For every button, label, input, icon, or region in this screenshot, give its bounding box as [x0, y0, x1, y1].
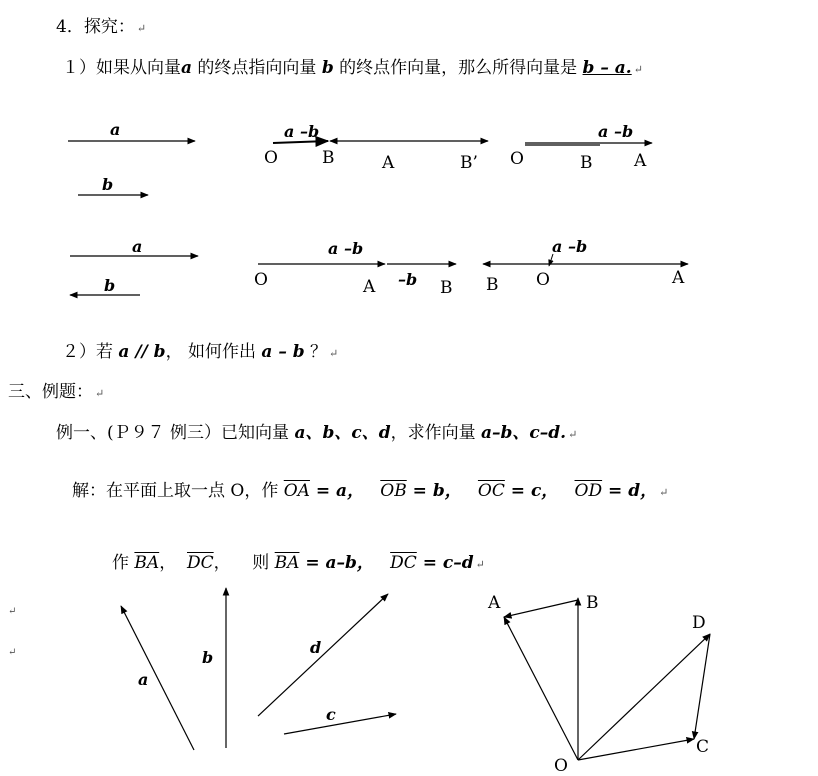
- diagram-given-vectors: [121, 588, 396, 750]
- item1-answer: b – a.: [582, 58, 632, 78]
- item1-b: b: [321, 58, 334, 78]
- label-O-r1g3: O: [510, 149, 524, 169]
- label-O-r1g2: O: [264, 148, 278, 168]
- diagram-row2-vectors: [70, 237, 198, 295]
- item2-expr: a – b: [261, 342, 305, 362]
- solution-prefix: 解：在平面上取一点 O，作: [72, 481, 279, 501]
- label-B-r1g2: B: [322, 148, 335, 168]
- label-b-given: b: [202, 648, 214, 667]
- vec-dc: $\overline{DC}$: [187, 553, 214, 573]
- section-3: 三、例题： ↵: [8, 382, 105, 402]
- vector-OC: [578, 739, 694, 760]
- label-a-minus-b-r1g2: a –b: [284, 122, 320, 141]
- vec-oc: $\overline{OC}$: [477, 481, 505, 501]
- label-C-construct: C: [696, 737, 710, 757]
- label-a-given: a: [138, 670, 149, 689]
- vec-ob: $\overline{OB}$: [380, 481, 407, 501]
- vector-a-minus-b-arrow: [273, 141, 328, 143]
- vector-a-given: [121, 606, 194, 750]
- item-2: ２）若 a // b， 如何作出 a – b ？ ↵: [62, 342, 339, 362]
- label-b-r2: b: [104, 276, 116, 295]
- label-a-r2: a: [132, 237, 143, 256]
- diagram-row1-group2: [264, 122, 488, 173]
- label-D-construct: D: [692, 613, 706, 633]
- item1-mid1: 的终点指向向量: [192, 58, 317, 78]
- label-d-given: d: [310, 638, 322, 657]
- label-B-r2g2: B: [440, 278, 453, 298]
- heading-4-text: 4．探究：: [56, 17, 135, 37]
- vec-ba2: $\overline{BA}$: [274, 553, 300, 573]
- label-B-r2g3: B: [486, 275, 499, 295]
- item2-mid: ， 如何作出: [165, 342, 256, 362]
- construct-line: 作 $\overline{BA}$， $\overline{DC}$， 则 $\overline{BA} = a-b$， $\overline{DC} = c-d$ ↵: [112, 553, 485, 573]
- item1-a: a: [181, 58, 193, 78]
- label-O-construct: O: [554, 756, 568, 776]
- construct-comma1: ，: [159, 553, 177, 573]
- vector-c-given: [284, 714, 396, 734]
- vector-DC: [694, 634, 710, 739]
- construct-then: 则: [252, 553, 270, 573]
- item2-prefix: ２）若: [62, 342, 113, 362]
- diagram-row2-group3: [483, 237, 688, 295]
- label-b-r1: b: [102, 175, 114, 194]
- construct-zuo: 作: [112, 553, 129, 573]
- label-B-r1g3: B: [580, 153, 593, 173]
- example1-expr: a–b、c–d.: [481, 423, 567, 443]
- vec-dc2-eq: = c–d: [416, 553, 474, 573]
- item1-mid2: 的终点作向量，那么所得向量是: [333, 58, 578, 78]
- example-1: 例一、(Ｐ９７ 例三）已知向量 a、b、c、d，求作向量 a–b、c–d. ↵: [56, 423, 578, 443]
- vec-oa-eq: = a，: [309, 481, 365, 501]
- example1-prefix: 例一、(Ｐ９７ 例三）已知向量: [56, 423, 290, 443]
- label-minus-b-r2g2: –b: [398, 270, 418, 289]
- vector-BA: [504, 600, 578, 617]
- vec-oc-eq: = c，: [504, 481, 559, 501]
- item2-suffix: ？: [304, 342, 328, 362]
- label-a-r1: a: [110, 120, 121, 139]
- vec-ba: $\overline{BA}$: [134, 553, 160, 573]
- vec-od: $\overline{OD}$: [574, 481, 603, 501]
- diagram-construction: [487, 593, 710, 776]
- label-B-construct: B: [586, 593, 599, 613]
- label-A-r2g3: A: [672, 268, 685, 288]
- heading-4: 4．探究： ↵: [56, 17, 147, 37]
- vec-dc2: $\overline{DC}$: [390, 553, 417, 573]
- item1-text: １）如果从向量: [62, 58, 181, 78]
- diagram-row1-group3: [510, 122, 652, 173]
- example1-vars: a、b、c、d: [294, 423, 391, 443]
- vec-ba2-eq: = a–b，: [299, 553, 374, 573]
- label-c-given: c: [326, 705, 336, 724]
- label-A-r1g3: A: [634, 151, 647, 171]
- example1-mid: ，求作向量: [390, 423, 476, 443]
- solution-line: 解：在平面上取一点 O，作 $\overline{OA} = a$， $\overline{OB} = b$， $\overline{OC} = c$， $\overline{OD} = d$， ↵: [72, 481, 669, 501]
- label-O-r2g3: O: [536, 270, 550, 290]
- label-a-minus-b-r2g2: a –b: [328, 239, 364, 258]
- paragraph-mark-2: ↵: [8, 647, 17, 658]
- label-a-minus-b-r2g3: a –b: [552, 237, 588, 256]
- diagram-row2-group2: [254, 239, 456, 298]
- label-A-r2g2: A: [363, 277, 376, 297]
- label-A-construct: A: [488, 593, 501, 613]
- construct-comma2: ，: [213, 553, 231, 573]
- label-a-minus-b-r1g3: a –b: [598, 122, 634, 141]
- item2-cond: a // b: [118, 342, 166, 362]
- diagram-row1-vectors: [68, 120, 195, 195]
- section3-text: 三、例题：: [8, 382, 93, 402]
- label-A-r1g2: A: [382, 153, 395, 173]
- vec-oa: $\overline{OA}$: [283, 481, 310, 501]
- vector-OD: [578, 634, 710, 760]
- vec-ob-eq: = b，: [406, 481, 462, 501]
- item-1: １）如果从向量a 的终点指向向量 b 的终点作向量，那么所得向量是 b – a. ↵: [62, 58, 643, 78]
- vector-OA: [504, 617, 578, 760]
- label-O-r2g2: O: [254, 270, 268, 290]
- vec-od-eq: = d，: [602, 481, 658, 501]
- paragraph-mark-1: ↵: [8, 606, 17, 617]
- vector-d-given: [258, 594, 388, 716]
- label-Bprime-r1g2: B’: [460, 153, 478, 173]
